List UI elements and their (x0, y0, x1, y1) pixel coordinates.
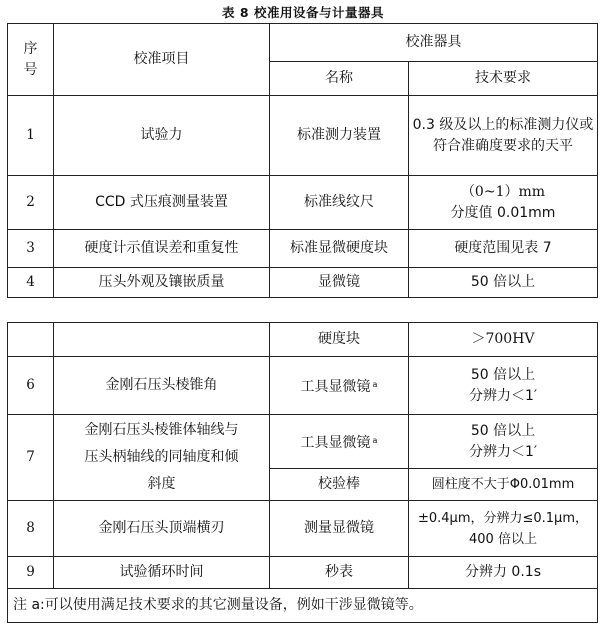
row-7-name-b: 校验棒 (270, 469, 409, 501)
row-3-req: 硬度范围见表 7 (409, 230, 598, 268)
row-9-item: 试验循环时间 (54, 557, 270, 589)
row-7-req-a-resolution: 分辨力＜1′ (468, 443, 538, 460)
row-8-no: 8 (8, 501, 54, 557)
header-item: 校准项目 (54, 24, 270, 96)
row-6-item: 金刚石压头棱锥角 (54, 357, 270, 415)
row-3-item: 硬度计示值误差和重复性 (54, 230, 270, 268)
row-9-req: 分辨力 0.1s (409, 557, 598, 589)
row-7-req-b: 圆柱度不大于Φ0.01mm (409, 469, 598, 501)
row-5-no (8, 323, 54, 357)
row-9-name: 秒表 (270, 557, 409, 589)
row-8-name: 测量显微镜 (270, 501, 409, 557)
row-7-name-a-text: 工具显微镜 (300, 434, 371, 451)
calibration-table-top (7, 23, 598, 298)
row-5-name: 硬度块 (270, 323, 409, 357)
table-caption: 表 8 校准用设备与计量器具 (222, 5, 384, 20)
table-footnote: 注 a:可以使用满足技术要求的其它测量设备，例如干涉显微镜等。 (8, 589, 598, 623)
row-2-req-division: 分度值 0.01mm (450, 204, 556, 221)
row-8-req-magnification: 400 倍以上 (469, 531, 537, 547)
row-7-req-a-magnification: 50 倍以上 (470, 422, 536, 439)
header-seq: 序 号 (8, 24, 54, 96)
row-1-req: 0.3 级及以上的标准测力仪或符合准确度要求的天平 (409, 96, 598, 176)
row-6-req-magnification: 50 倍以上 (470, 366, 536, 383)
row-6-no: 6 (8, 357, 54, 415)
row-4-item: 压头外观及镶嵌质量 (54, 268, 270, 298)
row-2-name: 标准线纹尺 (270, 176, 409, 230)
row-7-footnote-mark: a (372, 435, 378, 445)
row-7-no: 7 (8, 415, 54, 501)
row-4-req: 50 倍以上 (409, 268, 598, 298)
row-1-item: 试验力 (54, 96, 270, 176)
row-5-req: ＞700HV (409, 323, 598, 357)
header-req: 技术要求 (409, 62, 598, 96)
row-5-item (54, 323, 270, 357)
row-6-name (270, 357, 409, 415)
header-name: 名称 (270, 62, 409, 96)
row-9-no: 9 (8, 557, 54, 589)
row-7-name-a (270, 415, 409, 469)
row-6-footnote-mark: a (372, 379, 378, 389)
header-tools: 校准器具 (270, 24, 598, 62)
row-8-req-accuracy: ±0.4μm，分辨力≤0.1μm， (417, 510, 588, 526)
row-2-req (409, 176, 598, 230)
row-4-name: 显微镜 (270, 268, 409, 298)
row-7-item: 金刚石压头棱锥体轴线与压头柄轴线的同轴度和倾斜度 (54, 415, 270, 501)
row-2-req-range: （0~1）mm (460, 183, 546, 200)
row-6-req (409, 357, 598, 415)
row-3-name: 标准显微硬度块 (270, 230, 409, 268)
row-6-req-resolution: 分辨力＜1′ (468, 387, 538, 404)
row-3-no: 3 (8, 230, 54, 268)
row-6-name-text: 工具显微镜 (300, 378, 371, 395)
row-1-no: 1 (8, 96, 54, 176)
row-4-no: 4 (8, 268, 54, 298)
row-8-req (409, 501, 598, 557)
row-1-name: 标准测力装置 (270, 96, 409, 176)
row-2-no: 2 (8, 176, 54, 230)
row-2-item: CCD 式压痕测量装置 (54, 176, 270, 230)
row-8-item: 金刚石压头顶端横刃 (54, 501, 270, 557)
calibration-table-bottom (7, 322, 598, 623)
row-7-req-a (409, 415, 598, 469)
